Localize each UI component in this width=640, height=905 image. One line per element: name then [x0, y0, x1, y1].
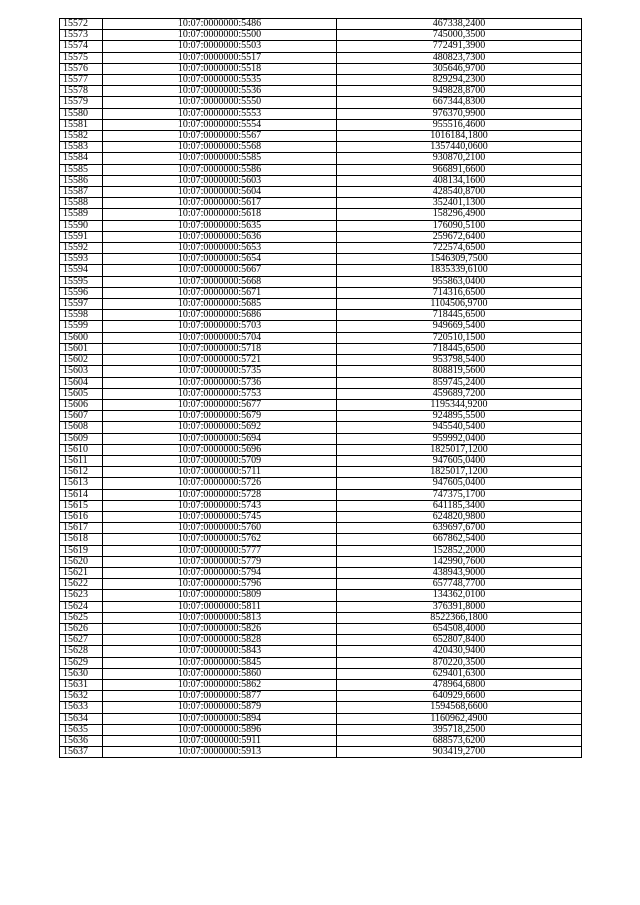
cadastral-number-cell: 10:07:0000000:5694 — [103, 433, 337, 444]
value-cell: 1825017,1200 — [337, 444, 582, 455]
table-row — [60, 131, 582, 142]
cadastral-number-cell: 10:07:0000000:5728 — [103, 489, 337, 500]
table-row — [60, 332, 582, 343]
value-cell: 955516,4600 — [337, 119, 582, 130]
value-cell: 8522366,1800 — [337, 612, 582, 623]
row-number-cell: 15623 — [60, 590, 103, 601]
row-number-cell: 15617 — [60, 523, 103, 534]
cadastral-number-cell: 10:07:0000000:5779 — [103, 556, 337, 567]
row-number-cell: 15576 — [60, 63, 103, 74]
table-row — [60, 702, 582, 713]
table-row — [60, 713, 582, 724]
row-number-cell: 15581 — [60, 119, 103, 130]
row-number-cell: 15609 — [60, 433, 103, 444]
table-row — [60, 97, 582, 108]
cadastral-number-cell: 10:07:0000000:5753 — [103, 388, 337, 399]
cadastral-number-cell: 10:07:0000000:5677 — [103, 399, 337, 410]
cadastral-number-cell: 10:07:0000000:5603 — [103, 175, 337, 186]
table-row — [60, 19, 582, 30]
value-cell: 259672,6400 — [337, 231, 582, 242]
table-row — [60, 478, 582, 489]
table-row — [60, 377, 582, 388]
cadastral-number-cell: 10:07:0000000:5845 — [103, 657, 337, 668]
value-cell: 945540,5400 — [337, 422, 582, 433]
cadastral-number-cell: 10:07:0000000:5671 — [103, 287, 337, 298]
row-number-cell: 15598 — [60, 310, 103, 321]
table-row — [60, 187, 582, 198]
table-row — [60, 30, 582, 41]
row-number-cell: 15620 — [60, 556, 103, 567]
cadastral-number-cell: 10:07:0000000:5826 — [103, 623, 337, 634]
row-number-cell: 15625 — [60, 612, 103, 623]
table-row — [60, 41, 582, 52]
value-cell: 688573,6200 — [337, 736, 582, 747]
row-number-cell: 15579 — [60, 97, 103, 108]
cadastral-number-cell: 10:07:0000000:5777 — [103, 545, 337, 556]
value-cell: 718445,6500 — [337, 310, 582, 321]
value-cell: 640929,6600 — [337, 691, 582, 702]
cadastral-number-cell: 10:07:0000000:5913 — [103, 747, 337, 758]
cadastral-number-cell: 10:07:0000000:5503 — [103, 41, 337, 52]
row-number-cell: 15610 — [60, 444, 103, 455]
table-row — [60, 433, 582, 444]
table-row — [60, 747, 582, 758]
cadastral-number-cell: 10:07:0000000:5704 — [103, 332, 337, 343]
row-number-cell: 15628 — [60, 646, 103, 657]
value-cell: 395718,2500 — [337, 724, 582, 735]
row-number-cell: 15577 — [60, 75, 103, 86]
cadastral-number-cell: 10:07:0000000:5911 — [103, 736, 337, 747]
cadastral-number-cell: 10:07:0000000:5535 — [103, 75, 337, 86]
table-row — [60, 500, 582, 511]
value-cell: 953798,5400 — [337, 355, 582, 366]
cadastral-number-cell: 10:07:0000000:5635 — [103, 220, 337, 231]
table-row — [60, 276, 582, 287]
value-cell: 142990,7600 — [337, 556, 582, 567]
table-row — [60, 119, 582, 130]
table-row — [60, 209, 582, 220]
row-number-cell: 15637 — [60, 747, 103, 758]
row-number-cell: 15582 — [60, 131, 103, 142]
row-number-cell: 15624 — [60, 601, 103, 612]
table-row — [60, 75, 582, 86]
row-number-cell: 15613 — [60, 478, 103, 489]
value-cell: 976370,9900 — [337, 108, 582, 119]
value-cell: 924895,5500 — [337, 411, 582, 422]
table-row — [60, 724, 582, 735]
row-number-cell: 15630 — [60, 668, 103, 679]
cadastral-number-cell: 10:07:0000000:5653 — [103, 243, 337, 254]
row-number-cell: 15583 — [60, 142, 103, 153]
value-cell: 134362,0100 — [337, 590, 582, 601]
table-row — [60, 455, 582, 466]
row-number-cell: 15584 — [60, 153, 103, 164]
cadastral-number-cell: 10:07:0000000:5809 — [103, 590, 337, 601]
table-row — [60, 657, 582, 668]
table-row — [60, 366, 582, 377]
data-table — [59, 18, 582, 758]
cadastral-number-cell: 10:07:0000000:5894 — [103, 713, 337, 724]
value-cell: 714316,6500 — [337, 287, 582, 298]
table-body — [60, 19, 582, 758]
row-number-cell: 15587 — [60, 187, 103, 198]
row-number-cell: 15589 — [60, 209, 103, 220]
cadastral-number-cell: 10:07:0000000:5692 — [103, 422, 337, 433]
cadastral-number-cell: 10:07:0000000:5896 — [103, 724, 337, 735]
value-cell: 1357440,0600 — [337, 142, 582, 153]
table-row — [60, 422, 582, 433]
row-number-cell: 15607 — [60, 411, 103, 422]
value-cell: 467338,2400 — [337, 19, 582, 30]
table-row — [60, 63, 582, 74]
cadastral-number-cell: 10:07:0000000:5762 — [103, 534, 337, 545]
cadastral-number-cell: 10:07:0000000:5828 — [103, 635, 337, 646]
row-number-cell: 15619 — [60, 545, 103, 556]
value-cell: 1016184,1800 — [337, 131, 582, 142]
table-row — [60, 153, 582, 164]
row-number-cell: 15626 — [60, 623, 103, 634]
row-number-cell: 15629 — [60, 657, 103, 668]
value-cell: 1195344,9200 — [337, 399, 582, 410]
table-row — [60, 355, 582, 366]
cadastral-number-cell: 10:07:0000000:5796 — [103, 579, 337, 590]
cadastral-number-cell: 10:07:0000000:5536 — [103, 86, 337, 97]
cadastral-number-cell: 10:07:0000000:5879 — [103, 702, 337, 713]
row-number-cell: 15604 — [60, 377, 103, 388]
value-cell: 408134,1600 — [337, 175, 582, 186]
value-cell: 747375,1700 — [337, 489, 582, 500]
value-cell: 959992,0400 — [337, 433, 582, 444]
cadastral-number-cell: 10:07:0000000:5696 — [103, 444, 337, 455]
row-number-cell: 15597 — [60, 299, 103, 310]
cadastral-number-cell: 10:07:0000000:5554 — [103, 119, 337, 130]
cadastral-number-cell: 10:07:0000000:5550 — [103, 97, 337, 108]
row-number-cell: 15622 — [60, 579, 103, 590]
value-cell: 966891,6600 — [337, 164, 582, 175]
row-number-cell: 15590 — [60, 220, 103, 231]
table-row — [60, 567, 582, 578]
table-row — [60, 299, 582, 310]
row-number-cell: 15635 — [60, 724, 103, 735]
value-cell: 420430,9400 — [337, 646, 582, 657]
row-number-cell: 15632 — [60, 691, 103, 702]
cadastral-number-cell: 10:07:0000000:5743 — [103, 500, 337, 511]
cadastral-number-cell: 10:07:0000000:5736 — [103, 377, 337, 388]
row-number-cell: 15595 — [60, 276, 103, 287]
value-cell: 1104506,9700 — [337, 299, 582, 310]
value-cell: 629401,6300 — [337, 668, 582, 679]
value-cell: 949828,8700 — [337, 86, 582, 97]
row-number-cell: 15615 — [60, 500, 103, 511]
cadastral-number-cell: 10:07:0000000:5709 — [103, 455, 337, 466]
value-cell: 870220,3500 — [337, 657, 582, 668]
cadastral-number-cell: 10:07:0000000:5843 — [103, 646, 337, 657]
row-number-cell: 15603 — [60, 366, 103, 377]
row-number-cell: 15618 — [60, 534, 103, 545]
table-row — [60, 668, 582, 679]
row-number-cell: 15614 — [60, 489, 103, 500]
value-cell: 1835339,6100 — [337, 265, 582, 276]
cadastral-number-cell: 10:07:0000000:5654 — [103, 254, 337, 265]
cadastral-number-cell: 10:07:0000000:5745 — [103, 511, 337, 522]
row-number-cell: 15606 — [60, 399, 103, 410]
value-cell: 480823,7300 — [337, 52, 582, 63]
row-number-cell: 15592 — [60, 243, 103, 254]
table-row — [60, 444, 582, 455]
cadastral-number-cell: 10:07:0000000:5604 — [103, 187, 337, 198]
row-number-cell: 15599 — [60, 321, 103, 332]
table-row — [60, 579, 582, 590]
table-row — [60, 612, 582, 623]
row-number-cell: 15580 — [60, 108, 103, 119]
cadastral-number-cell: 10:07:0000000:5685 — [103, 299, 337, 310]
value-cell: 352401,1300 — [337, 198, 582, 209]
value-cell: 930870,2100 — [337, 153, 582, 164]
cadastral-number-cell: 10:07:0000000:5718 — [103, 343, 337, 354]
value-cell: 718445,6500 — [337, 343, 582, 354]
cadastral-number-cell: 10:07:0000000:5813 — [103, 612, 337, 623]
table-row — [60, 231, 582, 242]
row-number-cell: 15593 — [60, 254, 103, 265]
value-cell: 158296,4900 — [337, 209, 582, 220]
table-row — [60, 411, 582, 422]
cadastral-number-cell: 10:07:0000000:5667 — [103, 265, 337, 276]
cadastral-number-cell: 10:07:0000000:5862 — [103, 679, 337, 690]
row-number-cell: 15594 — [60, 265, 103, 276]
table-row — [60, 164, 582, 175]
value-cell: 654508,4000 — [337, 623, 582, 634]
table-row — [60, 52, 582, 63]
table-row — [60, 635, 582, 646]
table-row — [60, 679, 582, 690]
value-cell: 667344,8300 — [337, 97, 582, 108]
table-row — [60, 265, 582, 276]
table-row — [60, 736, 582, 747]
cadastral-number-cell: 10:07:0000000:5567 — [103, 131, 337, 142]
table-row — [60, 310, 582, 321]
table-row — [60, 142, 582, 153]
cadastral-number-cell: 10:07:0000000:5568 — [103, 142, 337, 153]
cadastral-number-cell: 10:07:0000000:5726 — [103, 478, 337, 489]
cadastral-number-cell: 10:07:0000000:5586 — [103, 164, 337, 175]
cadastral-number-cell: 10:07:0000000:5618 — [103, 209, 337, 220]
table-row — [60, 601, 582, 612]
row-number-cell: 15636 — [60, 736, 103, 747]
value-cell: 652807,8400 — [337, 635, 582, 646]
cadastral-number-cell: 10:07:0000000:5860 — [103, 668, 337, 679]
table-row — [60, 254, 582, 265]
value-cell: 657748,7700 — [337, 579, 582, 590]
table-row — [60, 511, 582, 522]
row-number-cell: 15634 — [60, 713, 103, 724]
table-row — [60, 523, 582, 534]
value-cell: 176090,5100 — [337, 220, 582, 231]
row-number-cell: 15621 — [60, 567, 103, 578]
value-cell: 152852,2000 — [337, 545, 582, 556]
table-row — [60, 545, 582, 556]
row-number-cell: 15602 — [60, 355, 103, 366]
row-number-cell: 15631 — [60, 679, 103, 690]
cadastral-number-cell: 10:07:0000000:5518 — [103, 63, 337, 74]
value-cell: 859745,2400 — [337, 377, 582, 388]
value-cell: 478964,6800 — [337, 679, 582, 690]
table-row — [60, 691, 582, 702]
value-cell: 459689,7200 — [337, 388, 582, 399]
value-cell: 624820,9800 — [337, 511, 582, 522]
value-cell: 438943,9000 — [337, 567, 582, 578]
table-row — [60, 646, 582, 657]
value-cell: 722574,6500 — [337, 243, 582, 254]
cadastral-number-cell: 10:07:0000000:5668 — [103, 276, 337, 287]
row-number-cell: 15612 — [60, 467, 103, 478]
cadastral-number-cell: 10:07:0000000:5735 — [103, 366, 337, 377]
row-number-cell: 15627 — [60, 635, 103, 646]
cadastral-number-cell: 10:07:0000000:5679 — [103, 411, 337, 422]
cadastral-number-cell: 10:07:0000000:5636 — [103, 231, 337, 242]
table-row — [60, 86, 582, 97]
cadastral-number-cell: 10:07:0000000:5686 — [103, 310, 337, 321]
cadastral-number-cell: 10:07:0000000:5703 — [103, 321, 337, 332]
value-cell: 376391,8000 — [337, 601, 582, 612]
value-cell: 1160962,4900 — [337, 713, 582, 724]
row-number-cell: 15596 — [60, 287, 103, 298]
cadastral-number-cell: 10:07:0000000:5585 — [103, 153, 337, 164]
table-row — [60, 243, 582, 254]
cadastral-number-cell: 10:07:0000000:5517 — [103, 52, 337, 63]
row-number-cell: 15591 — [60, 231, 103, 242]
cadastral-number-cell: 10:07:0000000:5553 — [103, 108, 337, 119]
table-row — [60, 343, 582, 354]
cadastral-number-cell: 10:07:0000000:5617 — [103, 198, 337, 209]
row-number-cell: 15574 — [60, 41, 103, 52]
row-number-cell: 15586 — [60, 175, 103, 186]
value-cell: 808819,5600 — [337, 366, 582, 377]
value-cell: 1546309,7500 — [337, 254, 582, 265]
table-row — [60, 467, 582, 478]
cadastral-number-cell: 10:07:0000000:5760 — [103, 523, 337, 534]
table-row — [60, 287, 582, 298]
cadastral-number-cell: 10:07:0000000:5877 — [103, 691, 337, 702]
value-cell: 720510,1500 — [337, 332, 582, 343]
row-number-cell: 15633 — [60, 702, 103, 713]
table-row — [60, 108, 582, 119]
value-cell: 955863,0400 — [337, 276, 582, 287]
value-cell: 641185,3400 — [337, 500, 582, 511]
cadastral-number-cell: 10:07:0000000:5500 — [103, 30, 337, 41]
row-number-cell: 15578 — [60, 86, 103, 97]
value-cell: 947605,0400 — [337, 478, 582, 489]
row-number-cell: 15611 — [60, 455, 103, 466]
table-row — [60, 220, 582, 231]
value-cell: 428540,8700 — [337, 187, 582, 198]
table-row — [60, 623, 582, 634]
row-number-cell: 15588 — [60, 198, 103, 209]
value-cell: 1594568,6600 — [337, 702, 582, 713]
row-number-cell: 15585 — [60, 164, 103, 175]
value-cell: 667862,5400 — [337, 534, 582, 545]
cadastral-number-cell: 10:07:0000000:5721 — [103, 355, 337, 366]
value-cell: 903419,2700 — [337, 747, 582, 758]
value-cell: 772491,3900 — [337, 41, 582, 52]
table-row — [60, 175, 582, 186]
table-row — [60, 388, 582, 399]
table-row — [60, 489, 582, 500]
row-number-cell: 15601 — [60, 343, 103, 354]
table-row — [60, 399, 582, 410]
cadastral-number-cell: 10:07:0000000:5811 — [103, 601, 337, 612]
table-row — [60, 534, 582, 545]
table-row — [60, 198, 582, 209]
cadastral-number-cell: 10:07:0000000:5711 — [103, 467, 337, 478]
value-cell: 639697,6700 — [337, 523, 582, 534]
row-number-cell: 15608 — [60, 422, 103, 433]
value-cell: 949669,5400 — [337, 321, 582, 332]
table-row — [60, 590, 582, 601]
row-number-cell: 15573 — [60, 30, 103, 41]
row-number-cell: 15572 — [60, 19, 103, 30]
value-cell: 1825017,1200 — [337, 467, 582, 478]
table-row — [60, 321, 582, 332]
value-cell: 829294,2300 — [337, 75, 582, 86]
table-row — [60, 556, 582, 567]
row-number-cell: 15575 — [60, 52, 103, 63]
row-number-cell: 15605 — [60, 388, 103, 399]
value-cell: 947605,0400 — [337, 455, 582, 466]
value-cell: 305646,9700 — [337, 63, 582, 74]
row-number-cell: 15616 — [60, 511, 103, 522]
value-cell: 745000,3500 — [337, 30, 582, 41]
cadastral-number-cell: 10:07:0000000:5486 — [103, 19, 337, 30]
row-number-cell: 15600 — [60, 332, 103, 343]
cadastral-number-cell: 10:07:0000000:5794 — [103, 567, 337, 578]
